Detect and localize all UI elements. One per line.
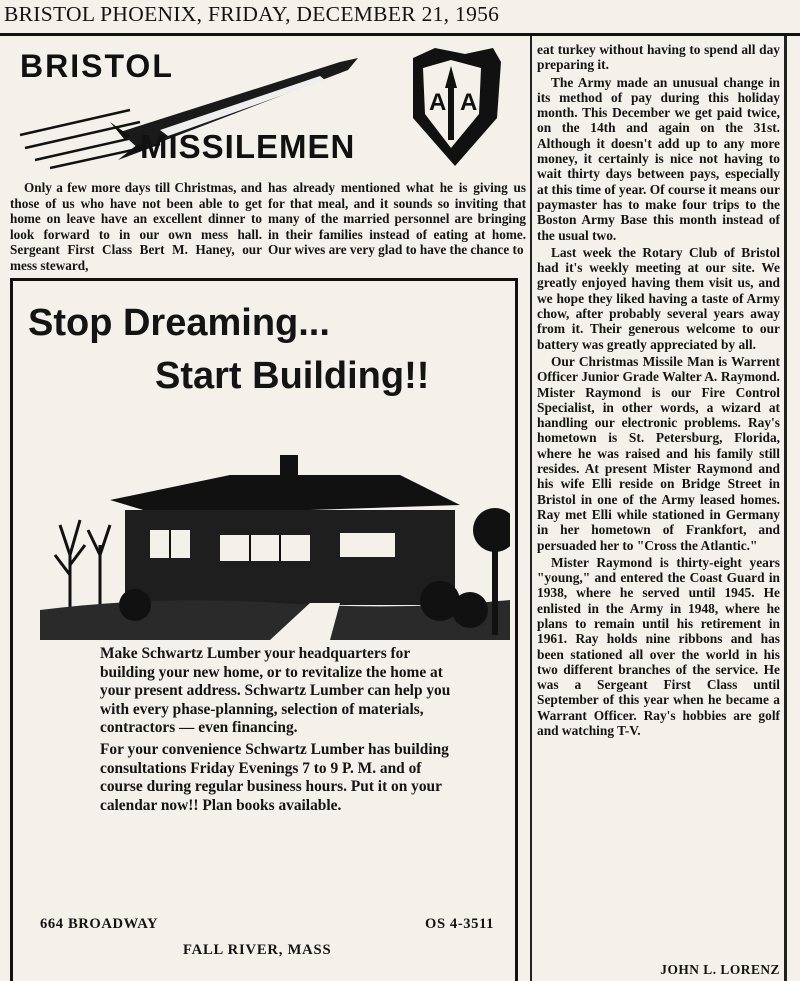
ad-headline-1: Stop Dreaming... <box>28 302 330 344</box>
insignia-letter: A <box>460 89 478 116</box>
house-illustration <box>40 405 510 640</box>
ad-body-text <box>100 645 455 815</box>
masthead-rule <box>0 33 800 36</box>
page-edge-rule <box>784 36 787 981</box>
ad-paragraph: For your convenience Schwartz Lumber has building consultations Friday Evenings 7 to 9 P. M. and of course during regular business hours. Put it on your calendar now!! Plan books available. <box>100 740 449 814</box>
article-paragraph: Last week the Rotary Club of Bristol had it's weekly meeting at our site. We greatly enjoyed having them visit us, and we hope they liked having a taste of Army chow, after probably several years away from it. Their generous welcome to our battery was greatly appreciated by all. <box>537 244 780 352</box>
column-divider <box>530 36 532 981</box>
article-paragraph: Only a few more days till Christmas, and those of us who have not been able to get home on leave have an excellent dinner to look forward to in our own mess hall. Sergeant First Class Bert M. Haney, our mess steward, <box>10 180 262 273</box>
ad-headline-2: Start Building!! <box>155 355 430 397</box>
article-column-3 <box>537 42 780 738</box>
article-paragraph: Our Christmas Missile Man is Warrent Officer Junior Grade Walter A. Raymond. Mister Raymond is our Fire Control Specialist, in other words, a wizard at handling our electronic problems. Ray's hometown is St. Petersburg, Florida, where he was raised and his family still resides. At present Mister Raymond and his wife Elli reside on Bridge Street in Bristol in one of the Army leased homes. Ray met Elli while stationed in Germany in her hometown of Frankfort, and persuaded her to "Cross the Atlantic." <box>537 353 780 553</box>
insignia-letter: A <box>429 89 447 116</box>
article-paragraph: The Army made an unusual change in its method of pay during this holiday month. This December we get paid twice, on the 14th and again on the 31st. Although it doesn't add up to any more money, it certainly is nice not having to wait thirty days between pays, especially at this time of year. Of course it means our paymaster has to make four trips to the Boston Army Base this month instead of the usual two. <box>537 74 780 243</box>
article-paragraph: Mister Raymond is thirty-eight years "young," and entered the Coast Guard in 1938, where he served until 1945. He enlisted in the Army in 1948, where he plans to remain until his retirement in 1961. Ray holds nine ribbons and has been stationed all over the world in his two different branches of the service. He was a Sergeant First Class until September of this year when he became a Warrant Officer. Ray's hobbies are golf and watching T-V. <box>537 554 780 739</box>
ad-phone: OS 4-3511 <box>425 916 495 932</box>
article-paragraph: has already mentioned what he is giving us for that meal, and it sounds so inviting that many of the married personnel are bringing in their families instead of eating at home. Our wives are very glad to have the chance to <box>268 180 526 258</box>
article-paragraph: eat turkey without having to spend all day preparing it. <box>537 42 780 73</box>
article-column-2 <box>268 180 526 258</box>
header-word-missilemen: MISSILEMEN <box>140 128 356 165</box>
ad-city: FALL RIVER, MASS <box>183 942 332 958</box>
header-word-bristol: BRISTOL <box>20 48 174 84</box>
masthead: BRISTOL PHOENIX, FRIDAY, DECEMBER 21, 1956 <box>4 2 500 26</box>
article-signature: JOHN L. LORENZ <box>660 962 780 977</box>
ad-paragraph: Make Schwartz Lumber your headquarters for building your new home, or to revitalize the home at your present address. Schwartz Lumber can help you with every phase-planning, selection of materials, contractors — even financing. <box>100 645 451 737</box>
article-column-1 <box>10 180 262 274</box>
ad-address: 664 BROADWAY <box>40 916 159 932</box>
